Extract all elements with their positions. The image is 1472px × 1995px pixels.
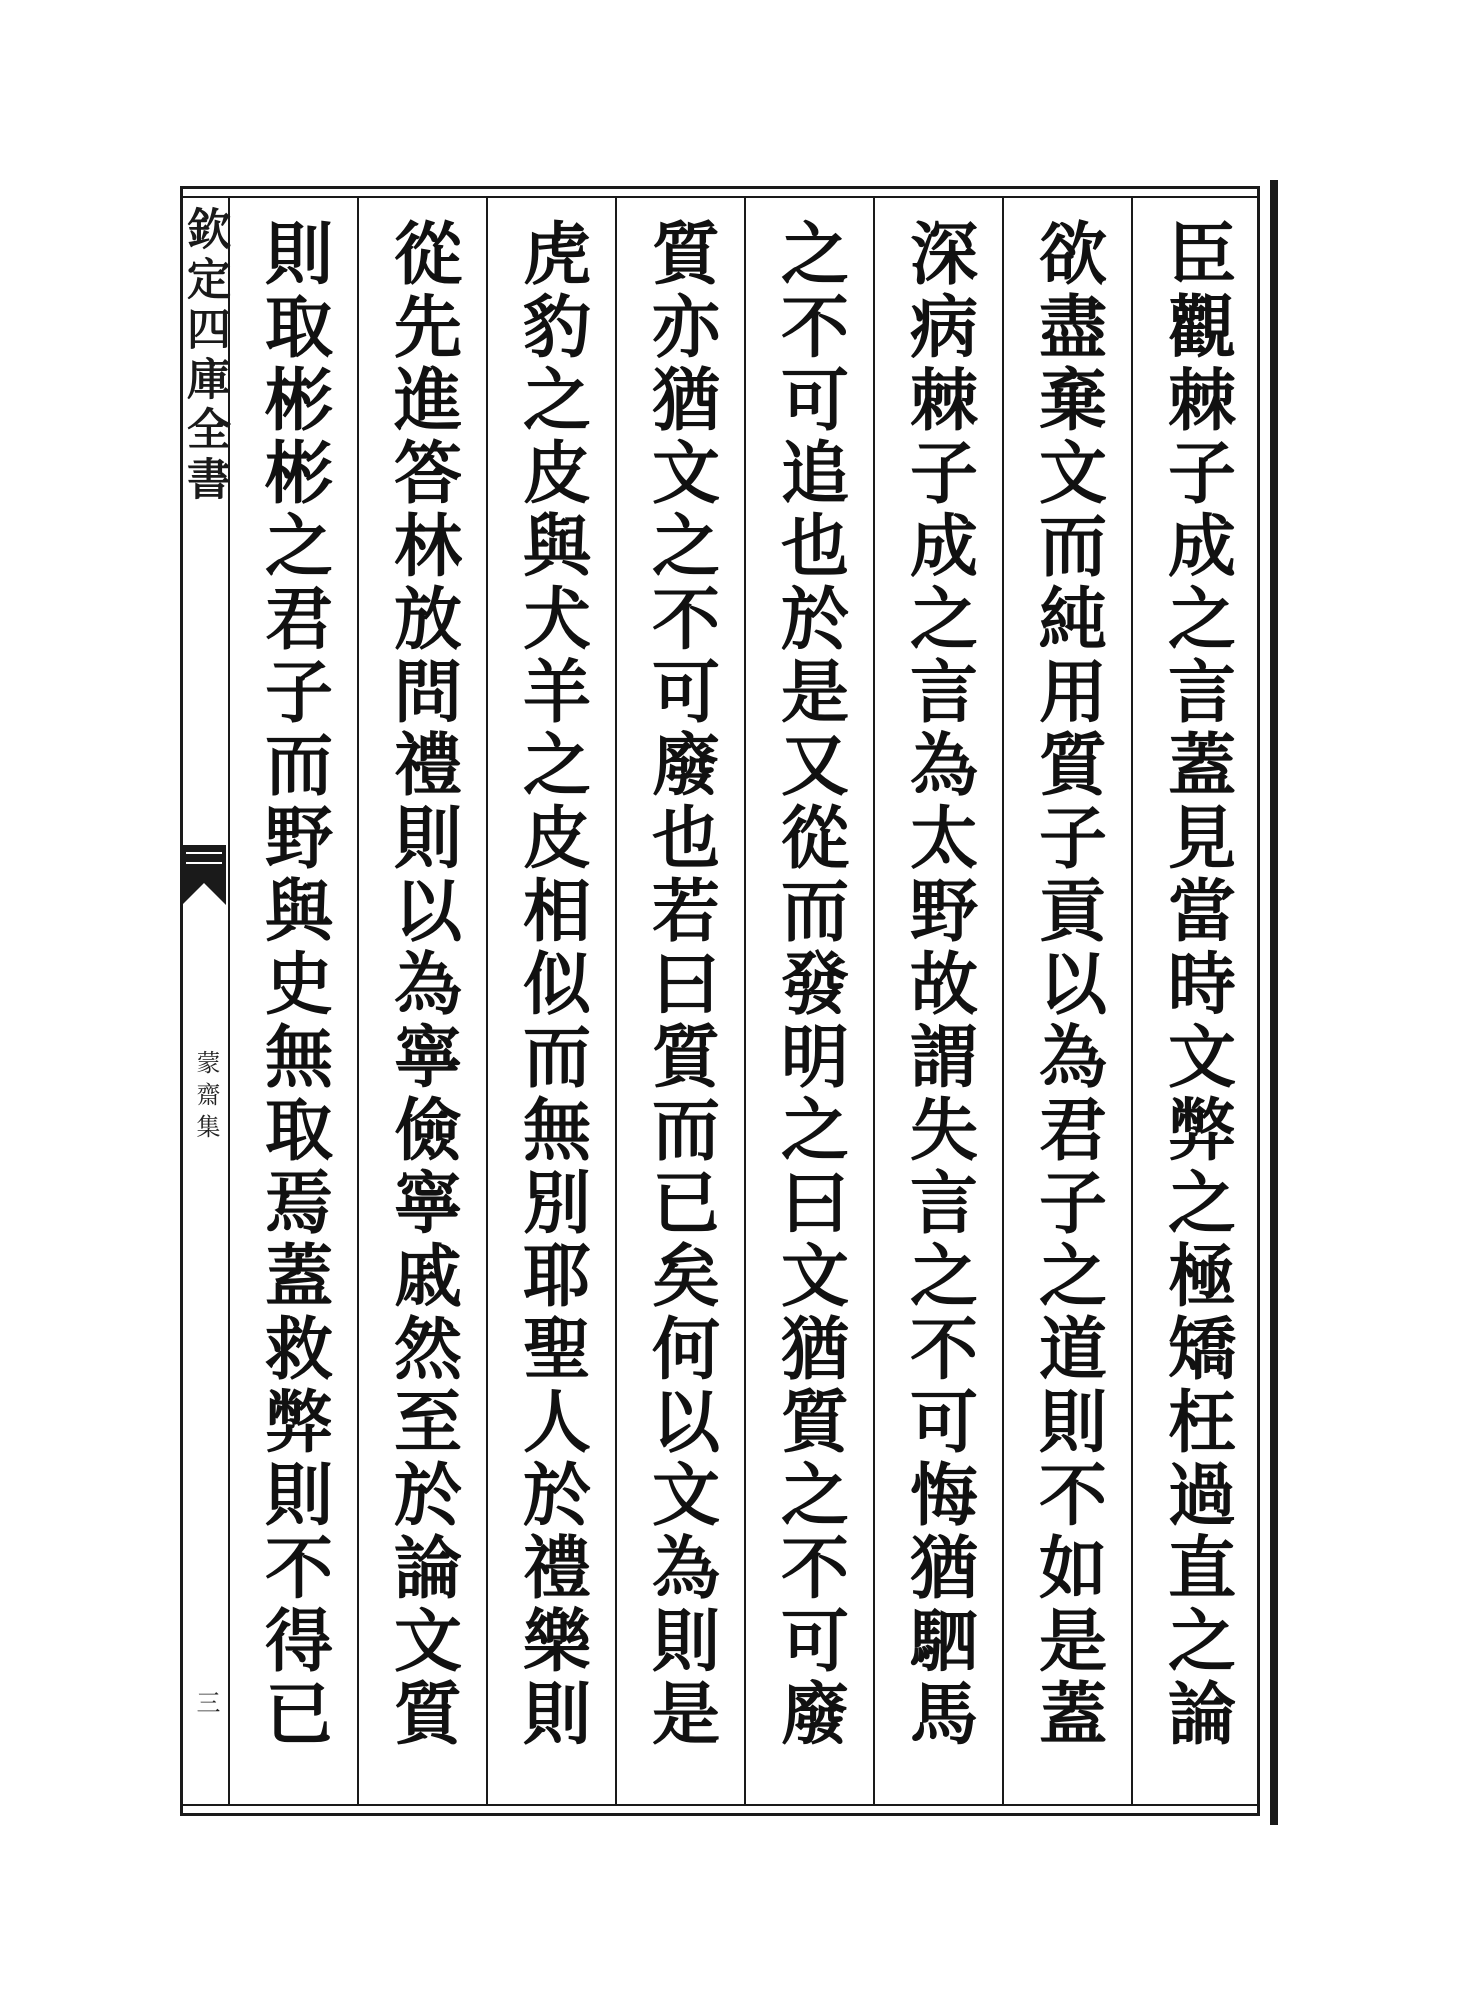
column-text: 從先進答林放問禮則以為寧儉寧戚然至於論文質 <box>382 218 463 1751</box>
collection-title: 欽定四庫全書 <box>179 206 230 506</box>
text-column <box>873 198 1002 1804</box>
text-columns <box>228 198 1260 1804</box>
column-text: 臣觀棘子成之言蓋見當時文弊之極矯枉過直之論 <box>1156 218 1237 1751</box>
book-title: 蒙齋集 <box>192 1050 220 1146</box>
margin-column <box>180 190 228 1810</box>
text-column <box>615 198 744 1804</box>
frame-right-rule <box>1270 180 1278 1825</box>
text-column <box>357 198 486 1804</box>
frame-bottom-rule <box>180 1804 1260 1806</box>
text-column <box>744 198 873 1804</box>
fishtail-mark-icon <box>182 845 226 905</box>
text-column <box>1002 198 1131 1804</box>
text-column <box>1131 198 1260 1804</box>
column-text: 深病棘子成之言為太野故謂失言之不可悔猶駟馬 <box>898 218 979 1751</box>
column-text: 質亦猶文之不可廢也若曰質而已矣何以文為則是 <box>640 218 721 1751</box>
column-text: 虎豹之皮與犬羊之皮相似而無別耶聖人於禮樂則 <box>511 218 592 1751</box>
column-text: 之不可追也於是又從而發明之曰文猶質之不可廢 <box>769 218 850 1751</box>
column-text: 則取彬彬之君子而野與史無取焉蓋救弊則不得已 <box>253 218 334 1751</box>
text-column <box>228 198 357 1804</box>
column-text: 欲盡棄文而純用質子貢以為君子之道則不如是蓋 <box>1027 218 1108 1751</box>
text-column <box>486 198 615 1804</box>
page-number: 三 <box>192 1690 220 1714</box>
